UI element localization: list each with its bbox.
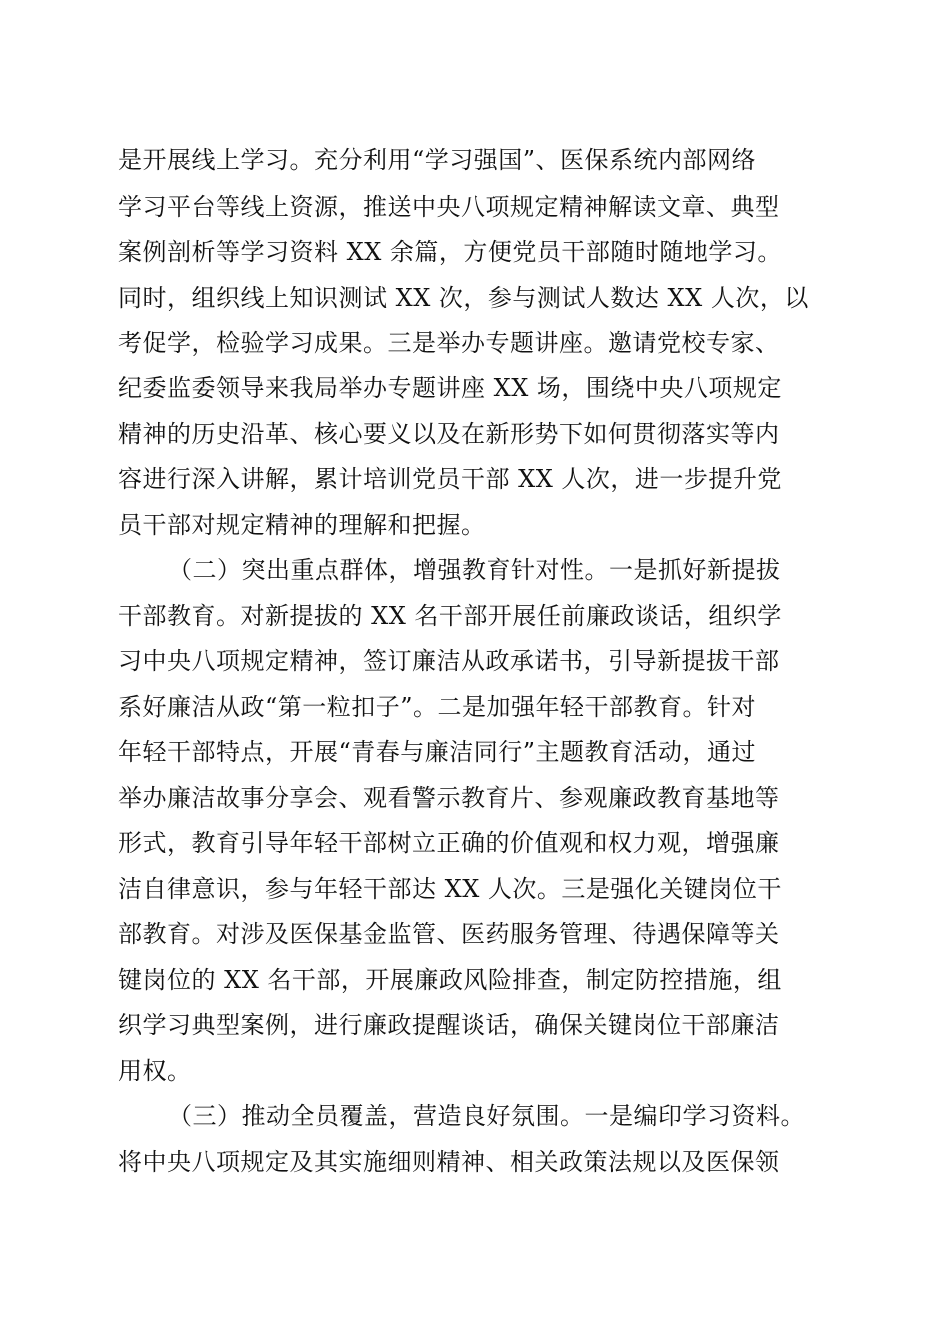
text-line: 织学习典型案例，进行廉政提醒谈话，确保关键岗位干部廉洁 <box>118 1011 780 1039</box>
text-line: 干部教育。对新提拔的 XX 名干部开展任前廉政谈话，组织学 <box>118 602 782 630</box>
section-heading-line: （三）推动全员覆盖，营造良好氛围。一是编印学习资料。 <box>168 1102 805 1130</box>
text-line: 是开展线上学习。充分利用“学习强国”、医保系统内部网络 <box>118 146 757 174</box>
text-line: 学习平台等线上资源，推送中央八项规定精神解读文章、典型 <box>118 193 780 221</box>
text-line: 案例剖析等学习资料 XX 余篇，方便党员干部随时随地学习。 <box>118 238 782 266</box>
text-line: 系好廉洁从政“第一粒扣子”。二是加强年轻干部教育。针对 <box>118 693 757 721</box>
text-line: 键岗位的 XX 名干部，开展廉政风险排查，制定防控措施，组 <box>118 966 782 994</box>
text-line: 举办廉洁故事分享会、观看警示教育片、参观廉政教育基地等 <box>118 784 780 812</box>
text-line: 精神的历史沿革、核心要义以及在新形势下如何贯彻落实等内 <box>118 420 780 448</box>
text-line: 年轻干部特点，开展“青春与廉洁同行”主题教育活动，通过 <box>118 738 757 766</box>
text-line: 将中央八项规定及其实施细则精神、相关政策法规以及医保领 <box>118 1148 780 1176</box>
text-line: 形式，教育引导年轻干部树立正确的价值观和权力观，增强廉 <box>118 829 780 857</box>
text-line: 容进行深入讲解，累计培训党员干部 XX 人次，进一步提升党 <box>118 465 782 493</box>
text-line: 员干部对规定精神的理解和把握。 <box>118 511 486 539</box>
text-line: 洁自律意识，参与年轻干部达 XX 人次。三是强化关键岗位干 <box>118 875 782 903</box>
text-line: 同时，组织线上知识测试 XX 次，参与测试人数达 XX 人次，以 <box>118 284 809 312</box>
text-line: 考促学，检验学习成果。三是举办专题讲座。邀请党校专家、 <box>118 329 780 357</box>
text-line: 用权。 <box>118 1057 192 1085</box>
text-line: 纪委监委领导来我局举办专题讲座 XX 场，围绕中央八项规定 <box>118 374 782 402</box>
text-line: 习中央八项规定精神，签订廉洁从政承诺书，引导新提拔干部 <box>118 647 780 675</box>
text-line: 部教育。对涉及医保基金监管、医药服务管理、待遇保障等关 <box>118 920 780 948</box>
section-heading-line: （二）突出重点群体，增强教育针对性。一是抓好新提拔 <box>168 556 781 584</box>
